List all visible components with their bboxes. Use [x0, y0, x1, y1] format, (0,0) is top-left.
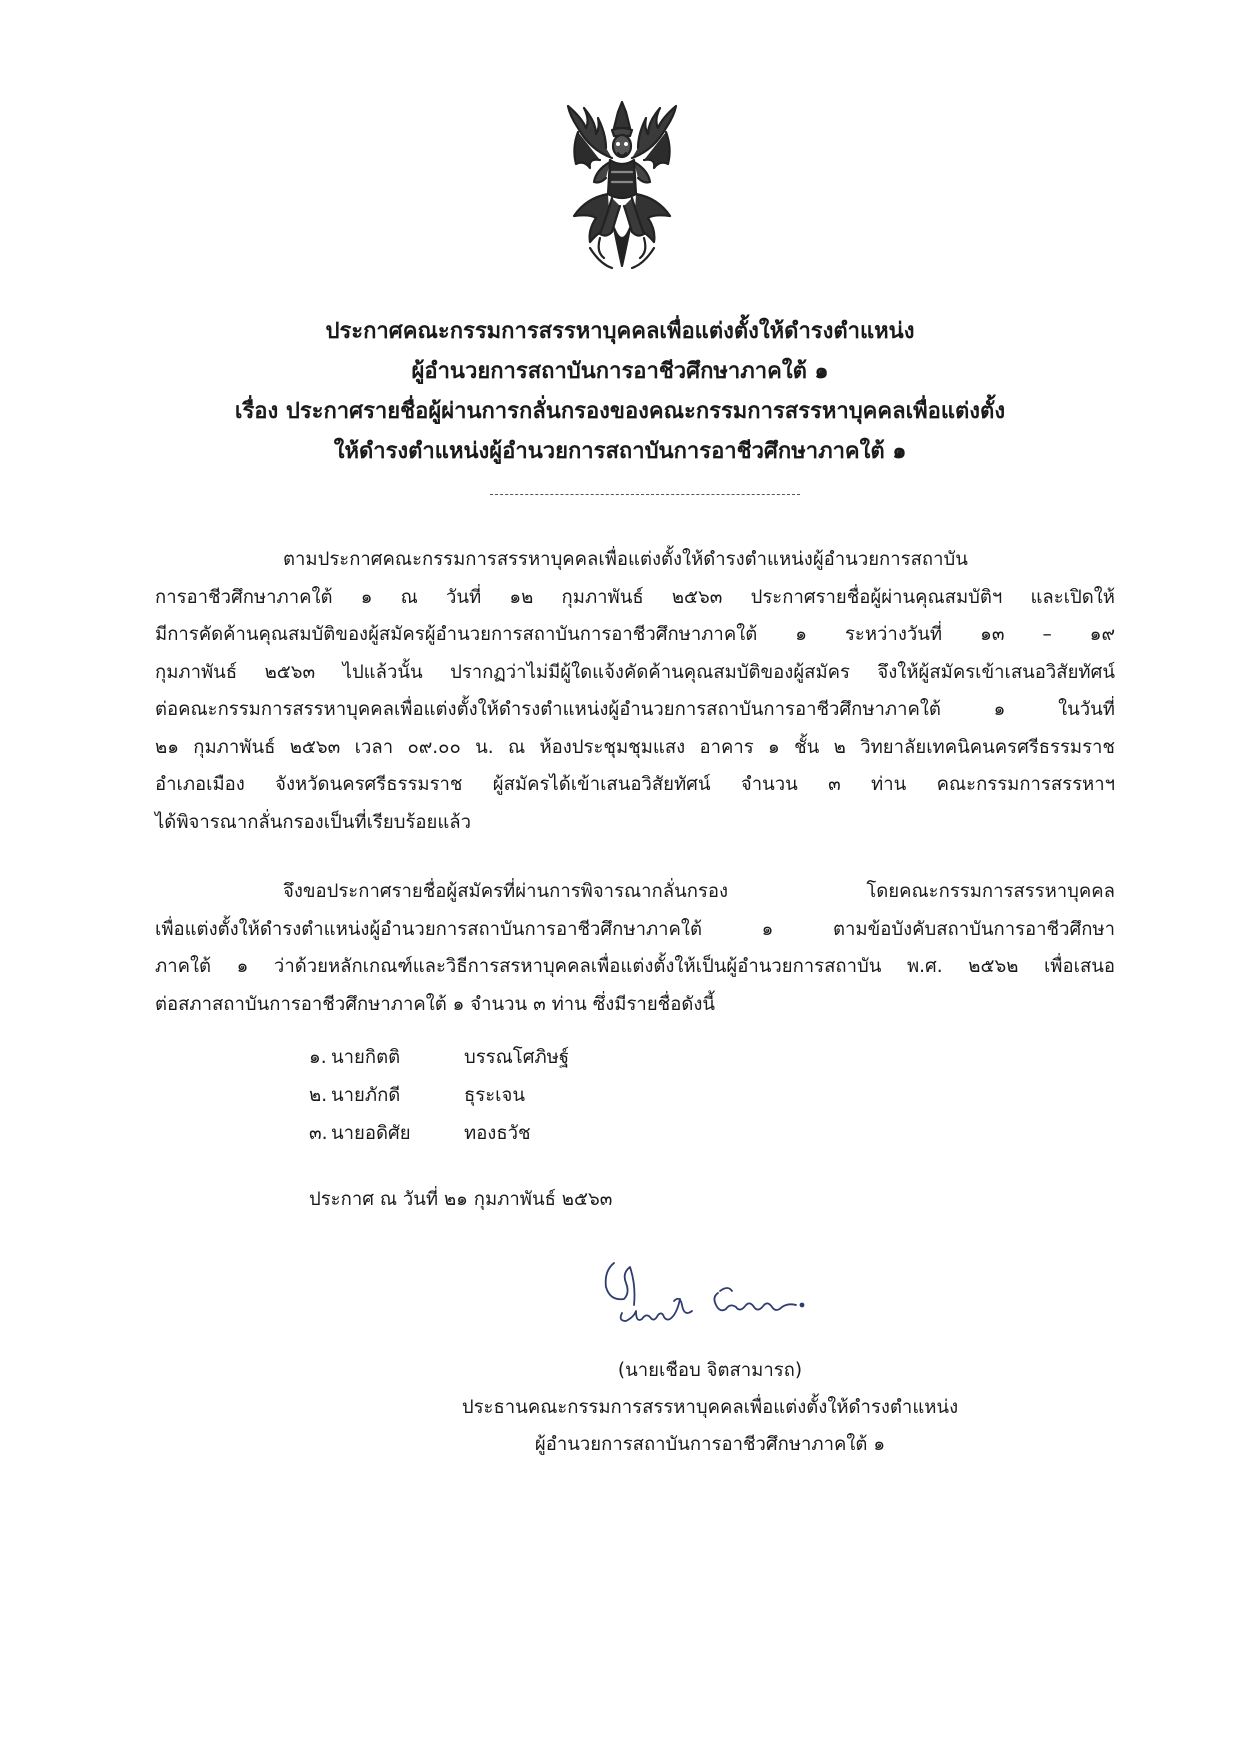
signer-title-line-2: ผู้อำนวยการสถาบันการอาชีวศึกษาภาคใต้ ๑	[534, 1434, 886, 1455]
list-item	[309, 1039, 569, 1077]
header-subject-line: เรื่อง ประกาศรายชื่อผู้ผ่านการกลั่นกรองของคณะกรรมการสรรหาบุคคลเพื่อแต่งตั้ง	[234, 399, 1006, 424]
header-line-4: ให้ดำรงตำแหน่งผู้อำนวยการสถาบันการอาชีวศึกษาภาคใต้ ๑	[333, 439, 907, 464]
signer-block	[430, 1352, 990, 1463]
paragraph-2	[155, 873, 1115, 1023]
candidate-list	[309, 1039, 569, 1153]
list-item-first-name: นายอดิศัย	[331, 1123, 411, 1144]
signer-title-line-1: ประธานคณะกรรมการสรรหาบุคคลเพื่อแต่งตั้งให้ดำรงตำแหน่ง	[461, 1397, 959, 1418]
paragraph-line: กุมภาพันธ์ ๒๕๖๓ ไปแล้วนั้น ปรากฏว่าไม่มีผู้ใดแจ้งคัดค้านคุณสมบัติของผู้สมัคร จึงให้ผู้สมัครเข้าเสนอวิสัยทัศน์	[155, 661, 1115, 683]
list-item-number: ๓.	[309, 1123, 328, 1144]
paragraph-line: มีการคัดค้านคุณสมบัติของผู้สมัครผู้อำนวยการสถาบันการอาชีวศึกษาภาคใต้ ๑ ระหว่างวันที่ ๑๓ – ๑๙	[155, 624, 1115, 645]
header-divider	[490, 494, 800, 495]
paragraph-line: ได้พิจารณากลั่นกรองเป็นที่เรียบร้อยแล้ว	[155, 811, 471, 833]
list-item	[309, 1077, 569, 1115]
list-item-last-name: ทองธวัช	[464, 1123, 531, 1144]
paragraph-line: อำเภอเมือง จังหวัดนครศรีธรรมราช ผู้สมัครได้เข้าเสนอวิสัยทัศน์ จำนวน ๓ ท่าน คณะกรรมการสรรหาฯ	[155, 774, 1115, 795]
header-line-1: ประกาศคณะกรรมการสรรหาบุคคลเพื่อแต่งตั้งให้ดำรงตำแหน่ง	[325, 319, 915, 344]
signer-name: (นายเชือบ จิตสามารถ)	[617, 1360, 803, 1381]
paragraph-line: จึงขอประกาศรายชื่อผู้สมัครที่ผ่านการพิจารณากลั่นกรอง โดยคณะกรรมการสรรหาบุคคล	[283, 881, 1115, 902]
paragraph-line: ภาคใต้ ๑ ว่าด้วยหลักเกณฑ์และวิธีการสรหาบุคคลเพื่อแต่งตั้งให้เป็นผู้อำนวยการสถาบัน พ.ศ. ๒๕๖๒ เพื่อเสนอ	[155, 956, 1115, 977]
list-item-first-name: นายกิตติ	[331, 1047, 401, 1068]
paragraph-line: ตามประกาศคณะกรรมการสรรหาบุคคลเพื่อแต่งตั้งให้ดำรงตำแหน่งผู้อำนวยการสถาบัน	[283, 549, 968, 570]
paragraph-line: ต่อคณะกรรมการสรรหาบุคคลเพื่อแต่งตั้งให้ดำรงตำแหน่งผู้อำนวยการสถาบันการอาชีวศึกษาภาคใต้ ๑ ในวันที่	[155, 699, 1115, 720]
list-item-first-name: นายภักดี	[331, 1085, 401, 1106]
header-line-2: ผู้อำนวยการสถาบันการอาชีวศึกษาภาคใต้ ๑	[411, 359, 829, 384]
list-item-last-name: บรรณโศภิษฐ์	[464, 1047, 570, 1068]
list-item-number: ๑.	[309, 1047, 327, 1068]
document-header	[150, 312, 1090, 472]
paragraph-line: เพื่อแต่งตั้งให้ดำรงตำแหน่งผู้อำนวยการสถาบันการอาชีวศึกษาภาคใต้ ๑ ตามข้อบังคับสถาบันการอาชีวศึกษา	[155, 918, 1115, 940]
list-item-number: ๒.	[309, 1085, 328, 1106]
list-item	[309, 1115, 569, 1153]
list-item-last-name: ธุระเจน	[464, 1085, 525, 1106]
garuda-emblem-icon	[560, 98, 684, 276]
paragraph-line: ต่อสภาสถาบันการอาชีวศึกษาภาคใต้ ๑ จำนวน ๓ ท่าน ซึ่งมีรายชื่อดังนี้	[155, 993, 716, 1015]
paragraph-line: ๒๑ กุมภาพันธ์ ๒๕๖๓ เวลา ๐๙.๐๐ น. ณ ห้องประชุมชุมแสง อาคาร ๑ ชั้น ๒ วิทยาลัยเทคนิคนครศรีธรรมราช	[155, 736, 1115, 758]
paragraph-1	[155, 541, 1115, 841]
announcement-date: ประกาศ ณ วันที่ ๒๑ กุมภาพันธ์ ๒๕๖๓	[309, 1189, 613, 1210]
signature-image	[600, 1255, 830, 1345]
paragraph-line: การอาชีวศึกษาภาคใต้ ๑ ณ วันที่ ๑๒ กุมภาพันธ์ ๒๕๖๓ ประกาศรายชื่อผู้ผ่านคุณสมบัติฯ และเปิดให้	[155, 586, 1115, 608]
